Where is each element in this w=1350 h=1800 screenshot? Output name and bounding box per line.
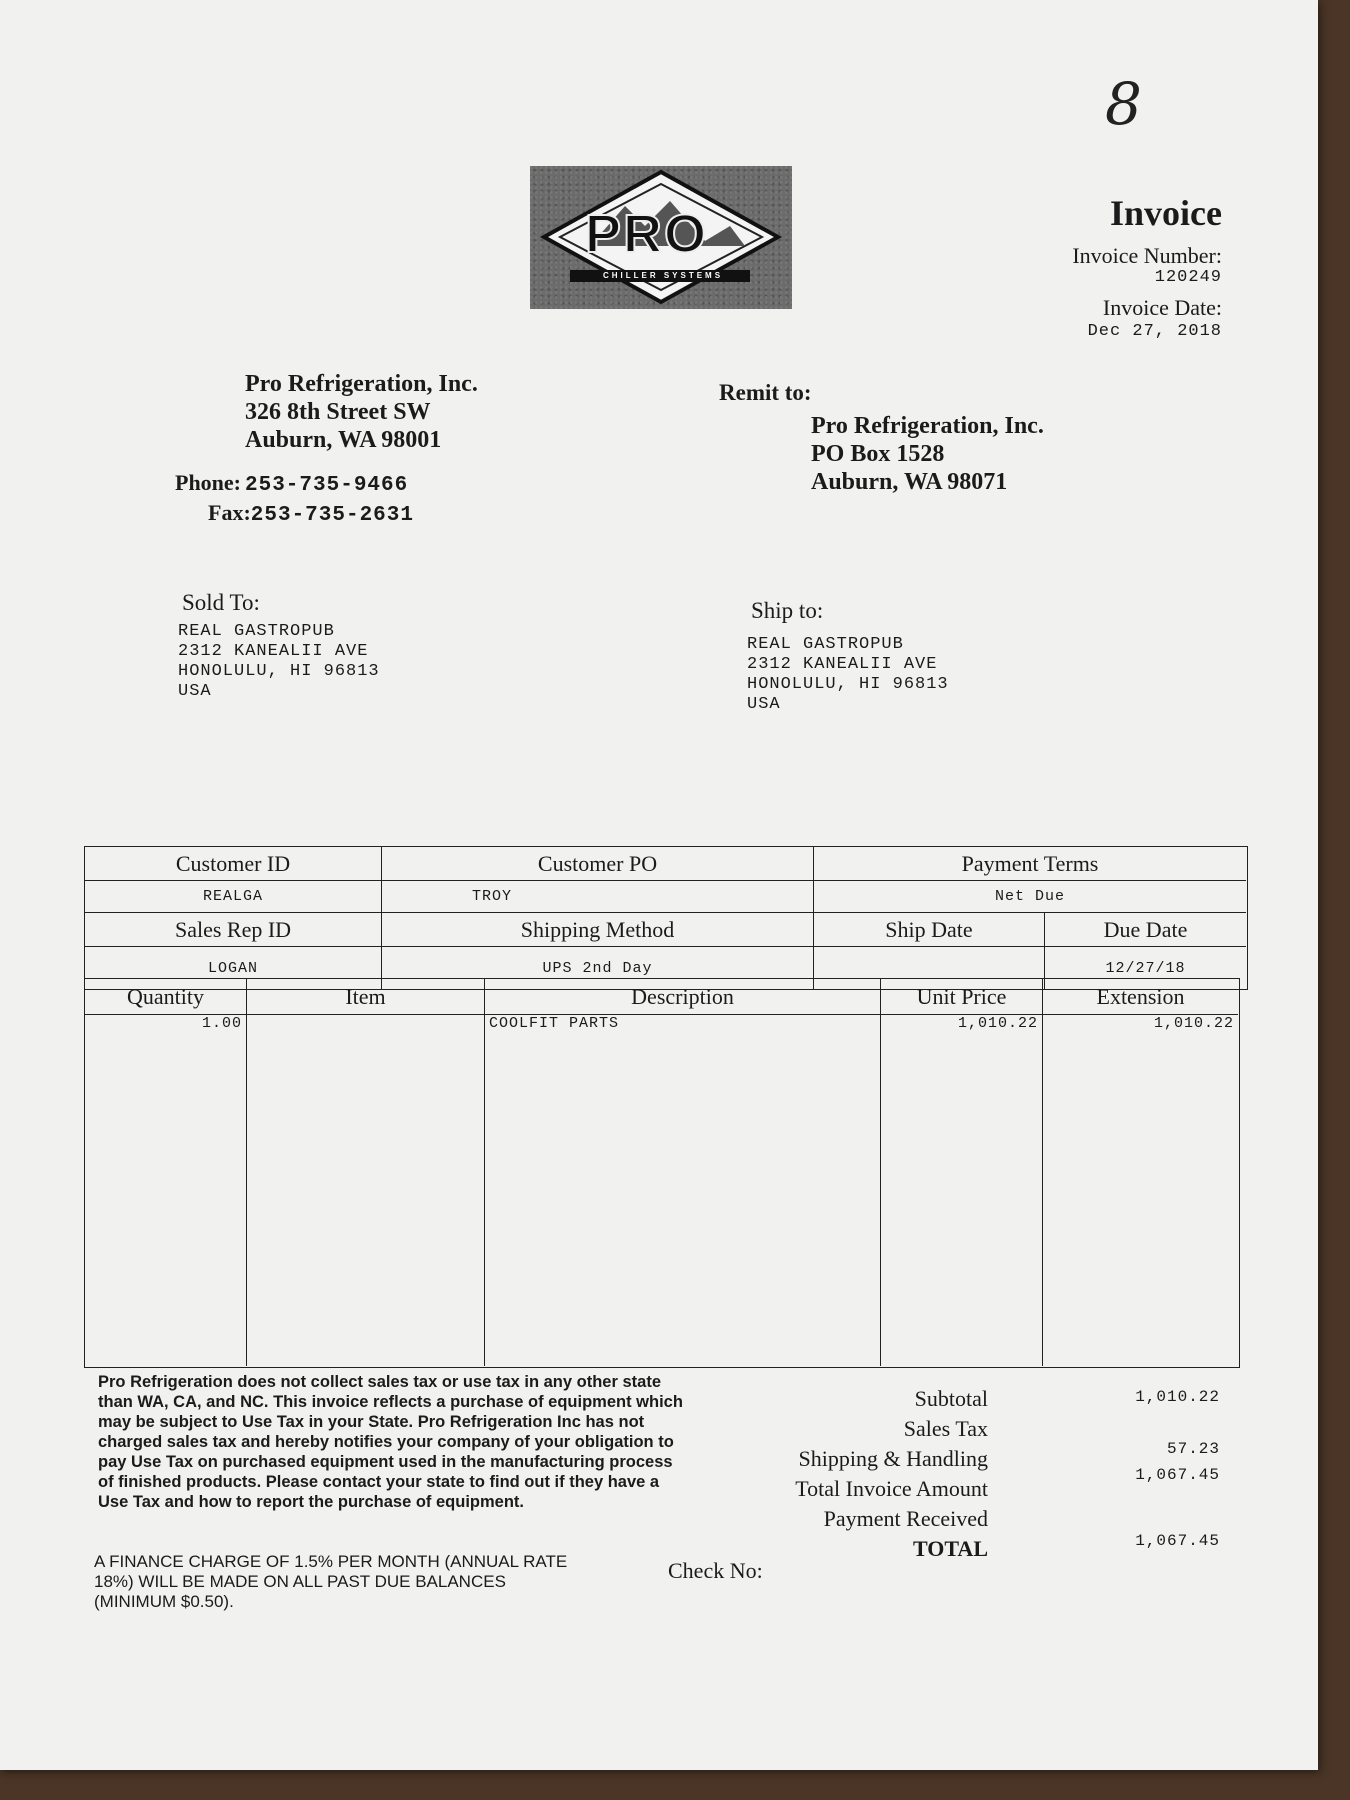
table-row-unit-price (881, 1015, 1043, 1366)
fax-label: Fax: (208, 500, 251, 525)
ship-to-line: HONOLULU, HI 96813 (747, 675, 949, 694)
table-row-description (485, 1015, 881, 1366)
payment-received-label: Payment Received (823, 1506, 988, 1531)
ship-to-address (747, 635, 949, 715)
customer-id-header: Customer ID (85, 847, 382, 881)
tax-notice (98, 1372, 798, 1512)
handwritten-page-number: 8 (1105, 70, 1142, 138)
company-fax-row (208, 500, 414, 527)
company-address (245, 370, 478, 454)
ship-to-line: 2312 KANEALII AVE (747, 655, 938, 674)
ship-to-line: USA (747, 695, 781, 714)
total-invoice-label: Total Invoice Amount (795, 1476, 988, 1501)
check-no-label: Check No: (668, 1558, 763, 1583)
extension-header: Extension (1043, 979, 1238, 1015)
invoice-number-label: Invoice Number: (1072, 243, 1222, 268)
customer-po-value: TROY (382, 881, 814, 913)
invoice-title: Invoice (1110, 193, 1222, 233)
company-street: 326 8th Street SW (245, 399, 431, 425)
sold-to-line: USA (178, 682, 212, 701)
sales-rep-value: LOGAN (85, 947, 382, 989)
remit-box: PO Box 1528 (811, 441, 945, 467)
notice-line: charged sales tax and hereby notifies your company of your obligation to (98, 1433, 674, 1451)
line-items-table (84, 978, 1240, 1368)
table-row-extension (1043, 1015, 1238, 1366)
notice-line: Pro Refrigeration does not collect sales tax or use tax in any other state (98, 1373, 661, 1391)
notice-line: of finished products. Please contact your state to find out if they have a (98, 1473, 660, 1491)
table-row-item (247, 1015, 485, 1366)
due-date-header: Due Date (1045, 913, 1246, 947)
subtotal-label: Subtotal (914, 1386, 988, 1411)
finance-line: (MINIMUM $0.50). (94, 1592, 234, 1611)
remit-city: Auburn, WA 98071 (811, 469, 1008, 495)
customer-id-value: REALGA (85, 881, 382, 913)
extension-value: 1,010.22 (1153, 1015, 1234, 1032)
logo-subtext: CHILLER SYSTEMS (602, 271, 724, 280)
description-value: COOLFIT PARTS (489, 1015, 620, 1032)
finance-line: A FINANCE CHARGE OF 1.5% PER MONTH (ANNUAL RATE (94, 1552, 568, 1571)
order-info-table (84, 846, 1248, 990)
item-header: Item (247, 979, 485, 1015)
total-invoice-value: 1,067.45 (1135, 1466, 1220, 1484)
ship-date-header: Ship Date (814, 913, 1045, 947)
subtotal-value: 1,010.22 (1135, 1388, 1220, 1406)
ship-to-label: Ship to: (751, 598, 824, 623)
total-label: TOTAL (913, 1536, 988, 1561)
due-date-value: 12/27/18 (1105, 959, 1186, 977)
invoice-number: 120249 (1154, 268, 1222, 287)
customer-po-header: Customer PO (382, 847, 814, 881)
company-name: Pro Refrigeration, Inc. (245, 371, 478, 397)
quantity-value: 1.00 (201, 1015, 242, 1032)
remit-name: Pro Refrigeration, Inc. (811, 413, 1044, 439)
notice-line: pay Use Tax on purchased equipment used in the manufacturing process (98, 1453, 673, 1471)
totals-labels (795, 1384, 988, 1564)
company-logo (530, 166, 792, 309)
unit-price-value: 1,010.22 (957, 1015, 1038, 1032)
company-city: Auburn, WA 98001 (245, 427, 442, 453)
table-row-quantity (85, 1015, 247, 1366)
logo-text: PRO (585, 204, 709, 264)
sales-rep-header: Sales Rep ID (85, 913, 382, 947)
remit-label: Remit to: (719, 380, 812, 405)
payment-terms-value: Net Due (814, 881, 1246, 913)
finance-charge-notice (94, 1552, 567, 1612)
notice-line: than WA, CA, and NC. This invoice reflects a purchase of equipment which (98, 1393, 683, 1411)
finance-line: 18%) WILL BE MADE ON ALL PAST DUE BALANCES (94, 1572, 506, 1591)
invoice-date-label: Invoice Date: (1102, 295, 1222, 320)
quantity-header: Quantity (85, 979, 247, 1015)
remit-address (811, 412, 1044, 496)
ship-to-line: REAL GASTROPUB (747, 635, 904, 654)
shipping-method-value: UPS 2nd Day (382, 947, 814, 989)
shipping-method-header: Shipping Method (382, 913, 814, 947)
sales-tax-label: Sales Tax (903, 1416, 988, 1441)
shipping-value: 57.23 (1166, 1440, 1220, 1458)
invoice-date: Dec 27, 2018 (1087, 322, 1222, 341)
sold-to-line: HONOLULU, HI 96813 (178, 662, 380, 681)
total-value: 1,067.45 (1135, 1532, 1220, 1550)
notice-line: may be subject to Use Tax in your State. Pro Refrigeration Inc has not (98, 1413, 645, 1431)
sold-to-label: Sold To: (182, 590, 260, 615)
sold-to-address (178, 622, 380, 702)
fax-number: 253-735-2631 (250, 504, 414, 527)
company-phone-row (175, 470, 408, 497)
payment-terms-header: Payment Terms (814, 847, 1246, 881)
sold-to-line: 2312 KANEALII AVE (178, 642, 369, 661)
notice-line: Use Tax and how to report the purchase of equipment. (98, 1493, 524, 1511)
shipping-label: Shipping & Handling (798, 1446, 988, 1471)
description-header: Description (485, 979, 881, 1015)
phone-number: 253-735-9466 (245, 474, 409, 497)
sold-to-line: REAL GASTROPUB (178, 622, 335, 641)
phone-label: Phone: (175, 470, 241, 495)
unit-price-header: Unit Price (881, 979, 1043, 1015)
